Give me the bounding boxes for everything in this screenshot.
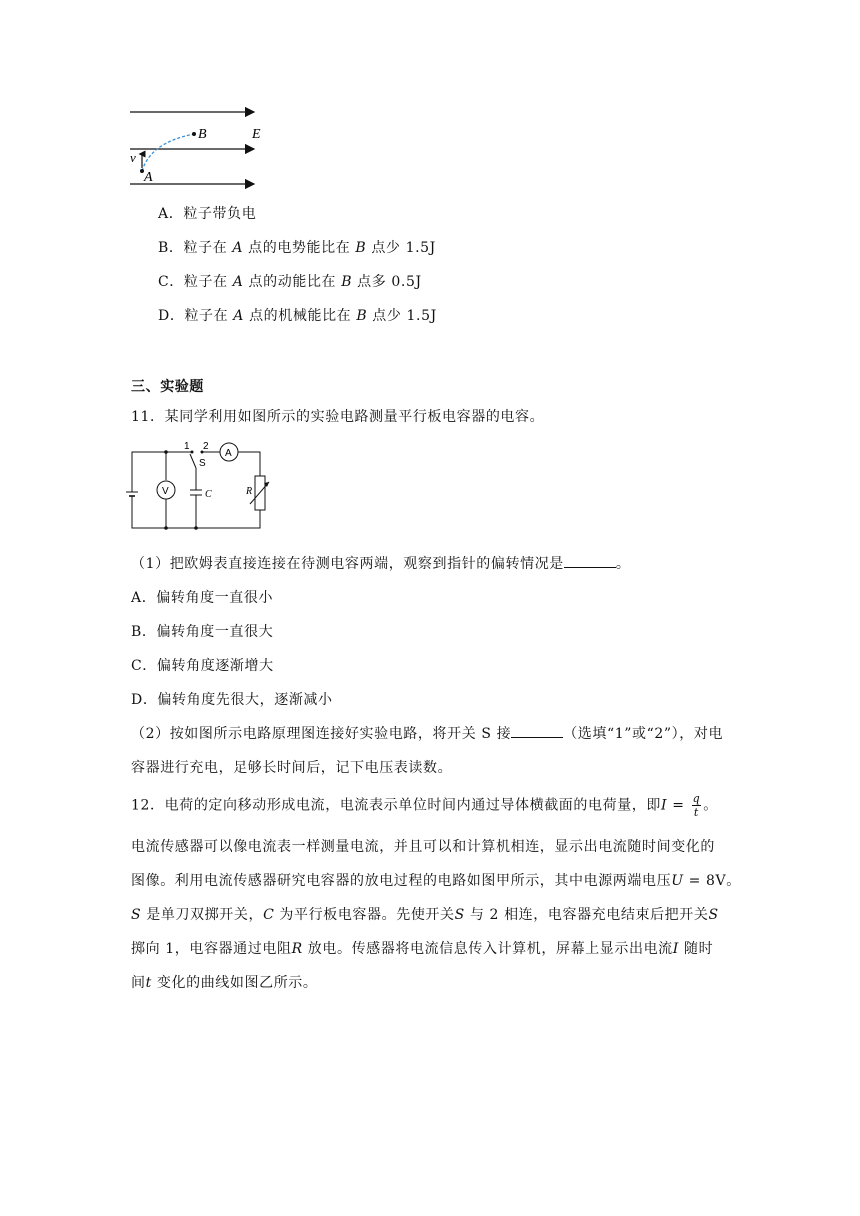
switch-label-s: S [199, 458, 206, 469]
label-v: v [130, 150, 136, 165]
q10-option-b: B．粒子在 A 点的电势能比在 B 点少 1.5J [158, 240, 436, 256]
q12-line5: 掷向 1，电容器通过电阻R 放电。传感器将电流信息传入计算机，屏幕上显示出电流I 随时 [131, 941, 714, 957]
q12-line3: 图像。利用电流传感器研究电容器的放电过程的电路如图甲所示，其中电源两端电压U = 8V。 [131, 873, 741, 889]
point-b-dot [192, 132, 196, 136]
switch-blade [190, 454, 196, 468]
q11-option-a: A．偏转角度一直很小 [131, 590, 274, 606]
q12-line2: 电流传感器可以像电流表一样测量电流，并且可以和计算机相连，显示出电流随时间变化的 [131, 839, 715, 855]
fraction-q-over-t: $\frac{q}{t}$ [692, 792, 701, 819]
circuit-diagram [126, 440, 276, 532]
q11-part1: （1）把欧姆表直接连接在待测电容两端，观察到指针的偏转情况是 。 [131, 556, 631, 572]
q11-option-b: B．偏转角度一直很大 [131, 624, 274, 640]
q11-option-c: C．偏转角度逐渐增大 [131, 658, 274, 674]
electric-field-figure [124, 104, 274, 194]
answer-blank-2[interactable] [511, 725, 563, 738]
section-heading: 三、实验题 [131, 379, 204, 395]
label-b: B [198, 127, 207, 142]
answer-blank-1[interactable] [564, 555, 616, 568]
label-a: A [144, 170, 153, 185]
label-e: E [252, 127, 261, 142]
q10-option-c: C．粒子在 A 点的动能比在 B 点多 0.5J [158, 274, 422, 290]
q12-line1: 12．电荷的定向移动形成电流，电流表示单位时间内通过导体横截面的电荷量，即I = $\frac{q}{t}$ 。 [131, 792, 718, 819]
q12-line6: 间t 变化的曲线如图乙所示。 [131, 975, 318, 991]
resistor-label: R [246, 486, 253, 497]
capacitor-label: C [205, 489, 212, 500]
switch-label-2: 2 [203, 441, 209, 452]
q12-line4: S 是单刀双掷开关，C 为平行板电容器。先使开关S 与 2 相连，电容器充电结束后把开关S [131, 907, 719, 923]
switch-label-1: 1 [184, 441, 190, 452]
ammeter-label: A [225, 448, 232, 459]
q11-option-d: D．偏转角度先很大，逐渐减小 [131, 692, 333, 708]
voltmeter-label: V [162, 486, 169, 497]
q11-part2-line2: 容器进行充电，足够长时间后，记下电压表读数。 [131, 760, 453, 776]
q11-part2-line1: （2）按如图所示电路原理图连接好实验电路，将开关 S 接 （选填“1”或“2”），对电 [131, 726, 724, 742]
q10-option-d: D．粒子在 A 点的机械能比在 B 点少 1.5J [158, 308, 437, 324]
q10-option-a: A．粒子带负电 [158, 206, 257, 222]
q11-stem: 11．某同学利用如图所示的实验电路测量平行板电容器的电容。 [131, 409, 545, 425]
particle-trajectory [142, 134, 194, 171]
